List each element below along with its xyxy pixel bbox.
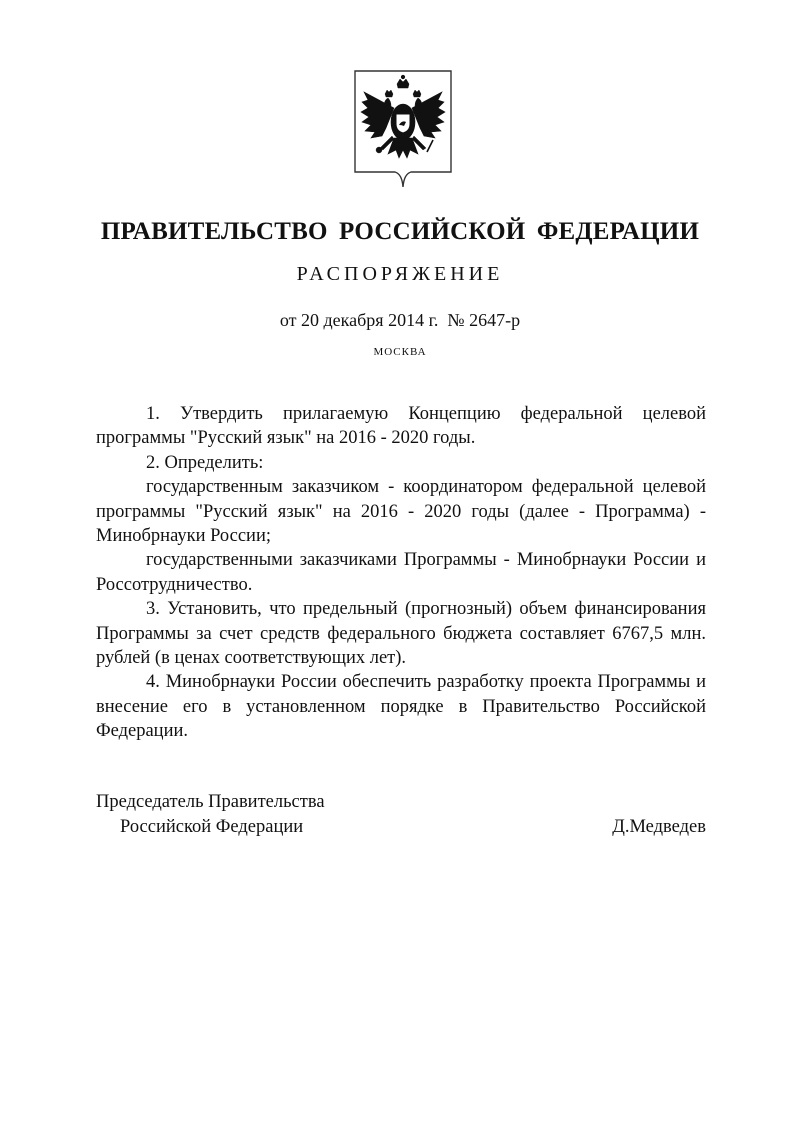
document-city: МОСКВА bbox=[373, 346, 427, 358]
document-date-number: от 20 декабря 2014 г. № 2647-р bbox=[279, 310, 521, 330]
coat-of-arms-emblem-icon bbox=[354, 70, 452, 188]
paragraph-determine: 2. Определить: bbox=[146, 452, 264, 473]
paragraph-funding: 3. Установить, что предельный (прогнозный) объем финансирования Программы за счет средств федерального бюджета составляет 6767,5 млн. рублей (в ценах соответствующих лет). bbox=[96, 599, 706, 669]
document-type-heading: РАСПОРЯЖЕНИЕ bbox=[296, 263, 504, 285]
government-title: ПРАВИТЕЛЬСТВО РОССИЙСКОЙ ФЕДЕРАЦИИ bbox=[100, 218, 700, 245]
paragraph-approve-concept: 1. Утвердить прилагаемую Концепцию федеральной целевой программы "Русский язык" на 2016 - 2020 годы. bbox=[96, 404, 706, 449]
document-body bbox=[96, 402, 706, 744]
signatory-name bbox=[612, 815, 706, 840]
paragraph-ministry-task: 4. Минобрнауки России обеспечить разработку проекта Программы и внесение его в установленном порядке в Правительство Российской Федерации. bbox=[96, 672, 706, 742]
paragraph-state-customer-coordinator: государственным заказчиком - координатором федеральной целевой программы "Русский язык" на 2016 - 2020 годы (далее - Программа) - Минобрнауки России; bbox=[96, 477, 706, 547]
signatory-position-line1: Председатель Правительства bbox=[96, 792, 325, 812]
paragraph-state-customers: государственными заказчиками Программы - Минобрнауки России и Россотрудничество. bbox=[96, 550, 706, 595]
signatory-position bbox=[96, 790, 325, 840]
signatory-name-text: Д.Медведев bbox=[612, 817, 706, 837]
signatory-position-line2: Российской Федерации bbox=[120, 817, 304, 837]
